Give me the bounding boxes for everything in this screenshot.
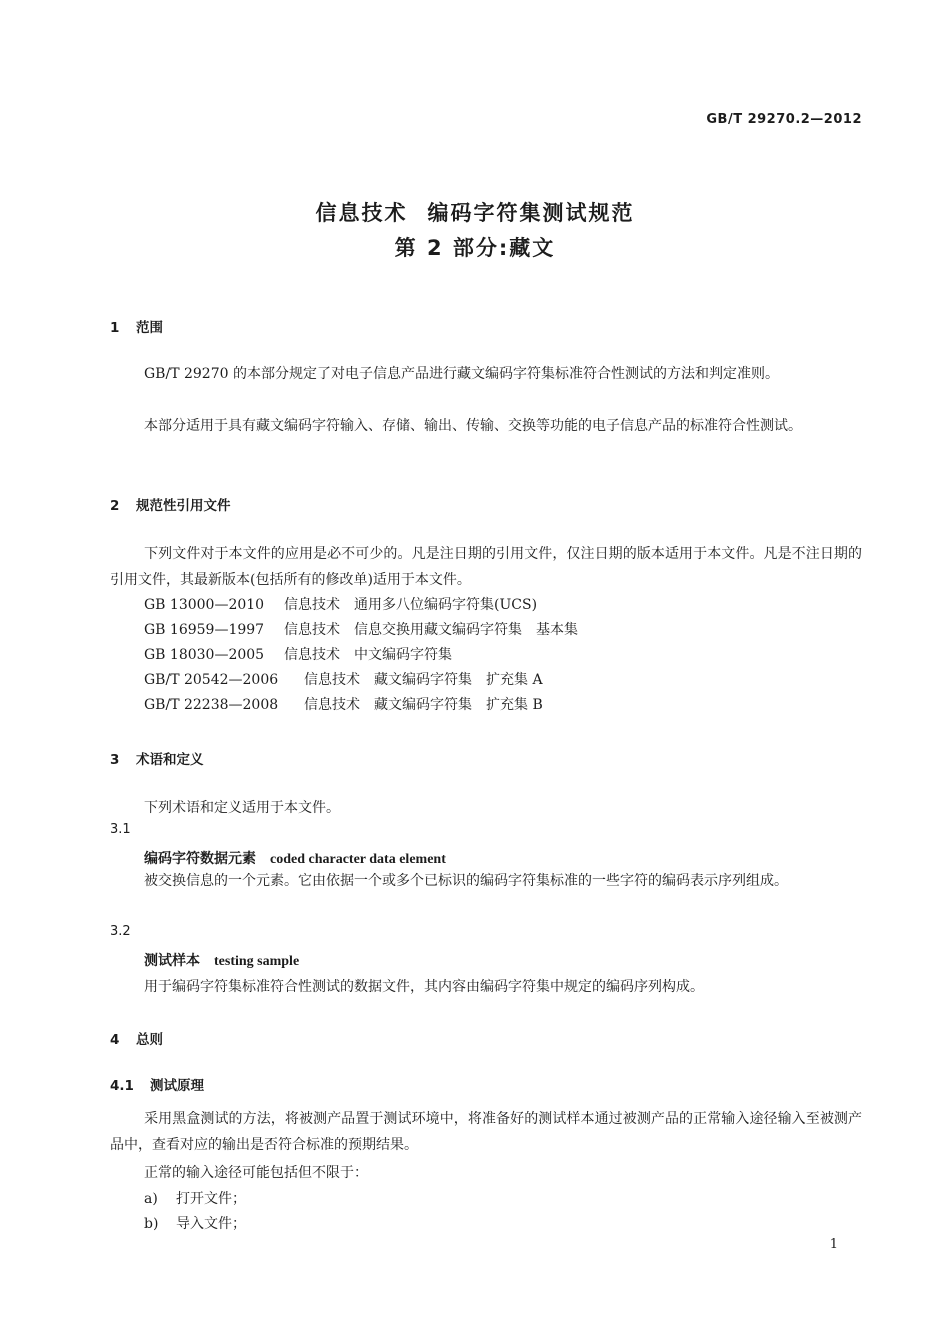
subsection-4-1-heading [110,1074,204,1094]
term-number: 3.1 [110,822,131,837]
section-number: 4 [110,1032,120,1048]
section-title: 术语和定义 [136,752,204,768]
list-text: 导入文件； [176,1216,246,1232]
section-1-paragraph-2: 本部分适用于具有藏文编码字符输入、存储、输出、传输、交换等功能的电子信息产品的标准符合性测试。 [144,418,802,434]
section-2-paragraph-1: 下列文件对于本文件的应用是必不可少的。凡是注日期的引用文件，仅注日期的版本适用于本文件。凡是不注日期的引用文件，其最新版本(包括所有的修改单)适用于本文件。 [110,546,862,588]
document-title [0,197,950,227]
section-2-heading [110,494,231,514]
section-number: 4.1 [110,1078,134,1094]
list-marker: b) [144,1216,159,1232]
section-title: 规范性引用文件 [136,498,231,514]
section-1-paragraph-1: GB/T 29270 的本部分规定了对电子信息产品进行藏文编码字符集标准符合性测试的方法和判定准则。 [144,366,779,382]
reference-item: GB/T 22238—2008 信息技术 藏文编码字符集 扩充集 B [144,697,543,713]
standard-code: GB/T 29270.2—2012 [706,112,862,127]
subsection-4-1-paragraph-1: 采用黑盒测试的方法，将被测产品置于测试环境中，将准备好的测试样本通过被测产品的正常输入途径输入至被测产品中，查看对应的输出是否符合标准的预期结果。 [110,1111,862,1153]
subsection-4-1-paragraph-2: 正常的输入途径可能包括但不限于： [144,1165,368,1181]
section-1-heading [110,316,163,336]
section-number: 2 [110,498,120,514]
reference-item: GB/T 20542—2006 信息技术 藏文编码字符集 扩充集 A [144,672,543,688]
term-definition: 用于编码字符集标准符合性测试的数据文件，其内容由编码字符集中规定的编码序列构成。 [144,979,704,995]
title-part-a: 信息技术 [315,201,408,225]
section-3-intro: 下列术语和定义适用于本文件。 [144,800,340,816]
term-heading [144,950,299,970]
term-zh: 编码字符数据元素 [144,851,256,867]
term-en: testing sample [214,954,300,969]
list-item [144,1188,246,1208]
list-item [144,1213,246,1233]
list-marker: a) [144,1191,158,1207]
list-text: 打开文件； [176,1191,246,1207]
term-en: coded character data element [270,852,446,867]
term-definition: 被交换信息的一个元素。它由依据一个或多个已标识的编码字符集标准的一些字符的编码表示序列组成。 [144,873,788,889]
section-number: 3 [110,752,120,768]
reference-item: GB 16959—1997 信息技术 信息交换用藏文编码字符集 基本集 [144,622,578,638]
section-3-heading [110,748,204,768]
reference-item: GB 18030—2005 信息技术 中文编码字符集 [144,647,452,663]
section-title: 总则 [136,1032,163,1048]
document-subtitle: 第 2 部分:藏文 [394,236,556,260]
reference-item: GB 13000—2010 信息技术 通用多八位编码字符集(UCS) [144,597,538,613]
term-zh: 测试样本 [144,953,200,969]
title-part-b: 编码字符集测试规范 [427,201,635,225]
section-title: 测试原理 [150,1078,204,1094]
term-heading [144,848,446,868]
section-4-heading [110,1028,163,1048]
term-number: 3.2 [110,924,131,939]
section-number: 1 [110,320,120,336]
section-title: 范围 [136,320,163,336]
page-number: 1 [829,1237,838,1252]
